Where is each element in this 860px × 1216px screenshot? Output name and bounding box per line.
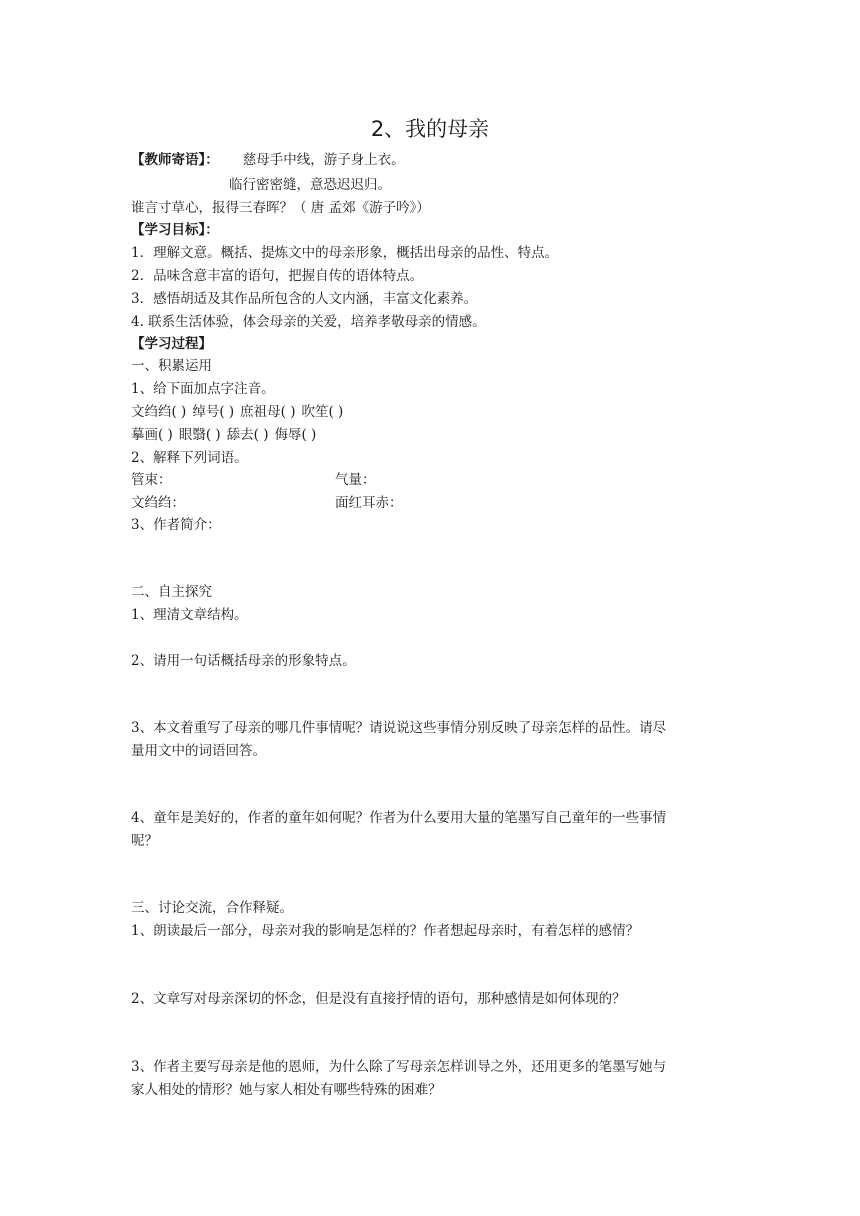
pinyin-item: 绰号( ) [192,404,235,420]
teacher-words-line [131,150,405,170]
objective-item: 1．理解文意。概括、提炼文中的母亲形象，概括出母亲的品性、特点。 [131,245,559,261]
term-item: 气量： [335,472,376,488]
poem-line-1: 慈母手中线，游子身上衣。 [242,152,405,168]
section-3-heading: 三、讨论交流，合作释疑。 [131,900,293,916]
pinyin-item: 吹笙( ) [301,404,344,420]
objective-item: 3．感悟胡适及其作品所包含的人文内涵，丰富文化素养。 [131,291,478,307]
section-1-question-2: 2、解释下列词语。 [131,450,248,466]
section-3-question-3b: 家人相处的情形？她与家人相处有哪些特殊的困难？ [131,1082,442,1098]
term-item: 面红耳赤： [335,495,403,511]
term-item: 管束： [131,472,172,488]
section-2-question-3a: 3、本文着重写了母亲的哪几件事情呢？请说说这些事情分别反映了母亲怎样的品性。请尽 [131,720,667,736]
teacher-words-label: 【教师寄语】： [131,152,219,168]
pinyin-item: 庶祖母( ) [240,404,296,420]
pinyin-row-2 [131,425,316,445]
objective-item: 4. 联系生活体验，体会母亲的关爱，培养孝敬母亲的情感。 [131,314,486,330]
section-2-question-4a: 4、童年是美好的，作者的童年如何呢？作者为什么要用大量的笔墨写自己童年的一些事情 [131,810,667,826]
poem-line-2: 临行密密缝，意恐迟迟归。 [229,177,391,193]
section-3-question-1: 1、朗读最后一部分，母亲对我的影响是怎样的？作者想起母亲时，有着怎样的感情？ [131,923,640,939]
terms-row-2 [131,493,403,513]
section-3-question-3a: 3、作者主要写母亲是他的恩师，为什么除了写母亲怎样训导之外，还用更多的笔墨写她与 [131,1059,667,1075]
objectives-label: 【学习目标】： [131,222,219,238]
pinyin-item: 眼翳( ) [178,427,221,443]
pinyin-item: 文绉绉( ) [131,404,187,420]
section-1-heading: 一、积累运用 [131,358,212,374]
pinyin-row-1 [131,402,343,422]
section-3-question-2: 2、文章写对母亲深切的怀念，但是没有直接抒情的语句，那种感情是如何体现的？ [131,991,626,1007]
process-label: 【学习过程】 [131,336,212,352]
pinyin-item: 侮辱( ) [274,427,317,443]
section-1-question-3: 3、作者简介： [131,517,221,533]
section-2-question-1: 1、理清文章结构。 [131,607,248,623]
section-2-heading: 二、自主探究 [131,584,212,600]
section-1-question-1: 1、给下面加点字注音。 [131,381,275,397]
objective-item: 2．品味含意丰富的语句，把握自传的语体特点。 [131,268,424,284]
term-item: 文绉绉： [131,495,185,511]
page-title: 2、我的母亲 [370,117,490,141]
terms-row-1 [131,470,376,490]
section-2-question-2: 2、请用一句话概括母亲的形象特点。 [131,653,356,669]
section-2-question-3b: 量用文中的词语回答。 [131,743,266,759]
pinyin-item: 舔去( ) [226,427,269,443]
poem-line-3: 谁言寸草心，报得三春晖？（ 唐 孟郊《游子吟》） [131,200,430,216]
pinyin-item: 摹画( ) [131,427,173,443]
section-2-question-4b: 呢？ [131,833,158,849]
